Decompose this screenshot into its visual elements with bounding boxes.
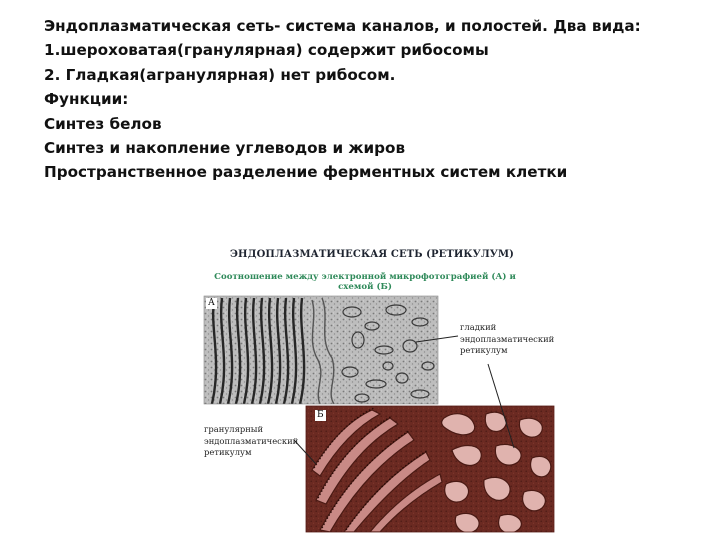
panel-a-letter: А	[208, 298, 215, 308]
function-carb-lipid-synthesis: Синтез и накопление углеводов и жиров	[44, 139, 406, 158]
function-compartmentalization: Пространственное разделение ферментных систем клетки	[44, 163, 568, 182]
type-smooth-line: 2. Гладкая(агранулярная) нет рибосом.	[44, 65, 396, 84]
function-protein-synthesis: Синтез белов	[44, 114, 162, 133]
granular-er-label: гранулярный эндоплазматический ретикулум	[204, 424, 299, 457]
panel-b-letter: Б	[317, 410, 324, 420]
functions-heading: Функции:	[44, 90, 129, 109]
scheme-panel	[306, 406, 554, 533]
figure-subtitle: Соотношение между электронной микрофотографией (А) и схемой (Б)	[214, 272, 516, 292]
smooth-er-label: гладкий эндоплазматический ретикулум	[460, 322, 555, 355]
type-rough-line: 1.шероховатая(гранулярная) содержит рибосомы	[44, 41, 489, 60]
intro-line: Эндоплазматическая сеть- система каналов, и полостей. Два вида:	[44, 17, 641, 35]
micrograph-panel	[204, 296, 438, 404]
figure-title: ЭНДОПЛАЗМАТИЧЕСКАЯ СЕТЬ (РЕТИКУЛУМ)	[230, 249, 514, 260]
